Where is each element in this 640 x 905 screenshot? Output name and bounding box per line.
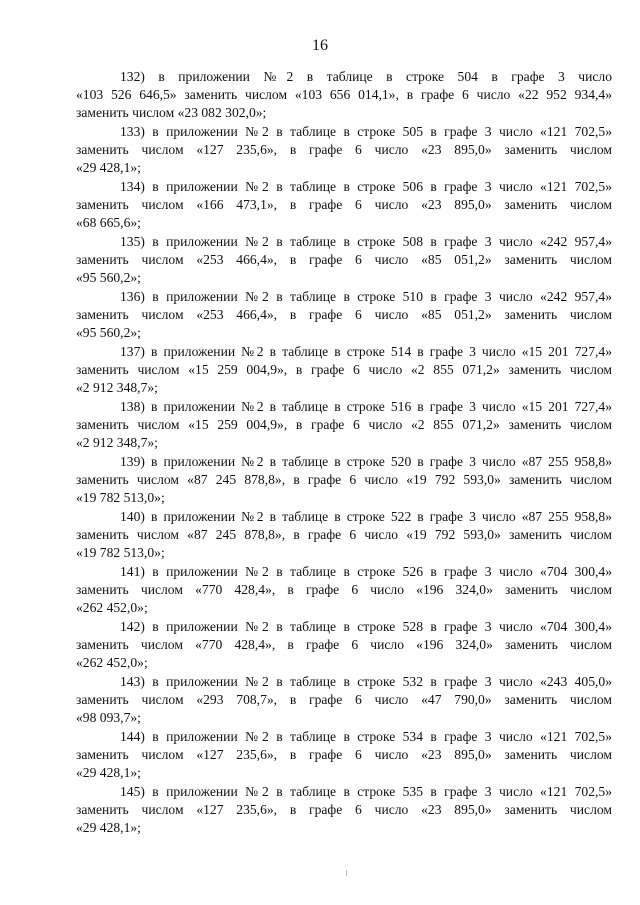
amendment-item <box>76 618 612 672</box>
amendment-item <box>76 178 612 232</box>
scan-artifact <box>346 870 347 876</box>
amendment-first-line: 143) в приложении №2 в таблице в строке 532 в графе 3 число «243 405,0» <box>120 674 612 689</box>
amendment-line: заменить числом «770 428,4», в графе 6 число «196 324,0» заменить числом <box>76 637 612 652</box>
amendment-line: «95 560,2»; <box>76 270 141 285</box>
amendment-line: заменить числом «770 428,4», в графе 6 число «196 324,0» заменить числом <box>76 582 612 597</box>
page-number: 16 <box>312 37 328 54</box>
amendment-first-line: 134) в приложении №2 в таблице в строке 506 в графе 3 число «121 702,5» <box>120 179 612 194</box>
amendment-item <box>76 398 612 452</box>
amendment-first-line: 141) в приложении №2 в таблице в строке 526 в графе 3 число «704 300,4» <box>120 564 612 579</box>
amendment-line: заменить числом «87 245 878,8», в графе 6 число «19 792 593,0» заменить числом <box>76 527 612 542</box>
amendment-line: «68 665,6»; <box>76 215 141 230</box>
amendment-line: заменить числом «253 466,4», в графе 6 число «85 051,2» заменить числом <box>76 252 612 267</box>
amendment-line: «95 560,2»; <box>76 325 141 340</box>
amendment-line: «2 912 348,7»; <box>76 435 158 450</box>
amendment-first-line: 132) в приложении №2 в таблице в строке 504 в графе 3 число <box>120 69 612 84</box>
amendment-line: «29 428,1»; <box>76 160 141 175</box>
amendment-first-line: 144) в приложении №2 в таблице в строке 534 в графе 3 число «121 702,5» <box>120 729 612 744</box>
amendment-item <box>76 783 612 837</box>
amendment-item <box>76 728 612 782</box>
amendment-line: «262 452,0»; <box>76 600 148 615</box>
amendment-item <box>76 123 612 177</box>
amendment-line: «98 093,7»; <box>76 710 141 725</box>
amendment-item <box>76 288 612 342</box>
amendment-first-line: 139) в приложении №2 в таблице в строке 520 в графе 3 число «87 255 958,8» <box>120 454 612 469</box>
amendment-line: заменить числом «253 466,4», в графе 6 число «85 051,2» заменить числом <box>76 307 612 322</box>
amendment-first-line: 142) в приложении №2 в таблице в строке 528 в графе 3 число «704 300,4» <box>120 619 612 634</box>
amendment-line: «19 782 513,0»; <box>76 545 165 560</box>
document-body <box>76 68 612 838</box>
amendment-line: «19 782 513,0»; <box>76 490 165 505</box>
amendment-line: заменить числом «166 473,1», в графе 6 число «23 895,0» заменить числом <box>76 197 612 212</box>
amendment-item <box>76 68 612 122</box>
amendment-item <box>76 673 612 727</box>
amendment-first-line: 145) в приложении №2 в таблице в строке 535 в графе 3 число «121 702,5» <box>120 784 612 799</box>
amendment-line: заменить числом «15 259 004,9», в графе 6 число «2 855 071,2» заменить числом <box>76 417 612 432</box>
amendment-first-line: 133) в приложении №2 в таблице в строке 505 в графе 3 число «121 702,5» <box>120 124 612 139</box>
amendment-line: заменить числом «87 245 878,8», в графе 6 число «19 792 593,0» заменить числом <box>76 472 612 487</box>
amendment-first-line: 136) в приложении №2 в таблице в строке 510 в графе 3 число «242 957,4» <box>120 289 612 304</box>
amendment-line: заменить числом «127 235,6», в графе 6 число «23 895,0» заменить числом <box>76 802 612 817</box>
amendment-first-line: 137) в приложении №2 в таблице в строке 514 в графе 3 число «15 201 727,4» <box>120 344 612 359</box>
amendment-first-line: 140) в приложении №2 в таблице в строке 522 в графе 3 число «87 255 958,8» <box>120 509 612 524</box>
amendment-item <box>76 508 612 562</box>
amendment-item <box>76 233 612 287</box>
amendment-line: заменить числом «23 082 302,0»; <box>76 105 267 120</box>
amendment-line: заменить числом «127 235,6», в графе 6 число «23 895,0» заменить числом <box>76 142 612 157</box>
amendment-line: заменить числом «127 235,6», в графе 6 число «23 895,0» заменить числом <box>76 747 612 762</box>
amendment-line: заменить числом «15 259 004,9», в графе 6 число «2 855 071,2» заменить числом <box>76 362 612 377</box>
amendment-line: «29 428,1»; <box>76 765 141 780</box>
amendment-first-line: 135) в приложении №2 в таблице в строке 508 в графе 3 число «242 957,4» <box>120 234 612 249</box>
amendment-line: «103 526 646,5» заменить числом «103 656 014,1», в графе 6 число «22 952 934,4» <box>76 87 612 102</box>
amendment-first-line: 138) в приложении №2 в таблице в строке 516 в графе 3 число «15 201 727,4» <box>120 399 612 414</box>
amendment-line: «262 452,0»; <box>76 655 148 670</box>
amendment-line: «2 912 348,7»; <box>76 380 158 395</box>
amendment-line: заменить числом «293 708,7», в графе 6 число «47 790,0» заменить числом <box>76 692 612 707</box>
amendment-item <box>76 453 612 507</box>
amendment-line: «29 428,1»; <box>76 820 141 835</box>
amendment-item <box>76 563 612 617</box>
amendment-item <box>76 343 612 397</box>
